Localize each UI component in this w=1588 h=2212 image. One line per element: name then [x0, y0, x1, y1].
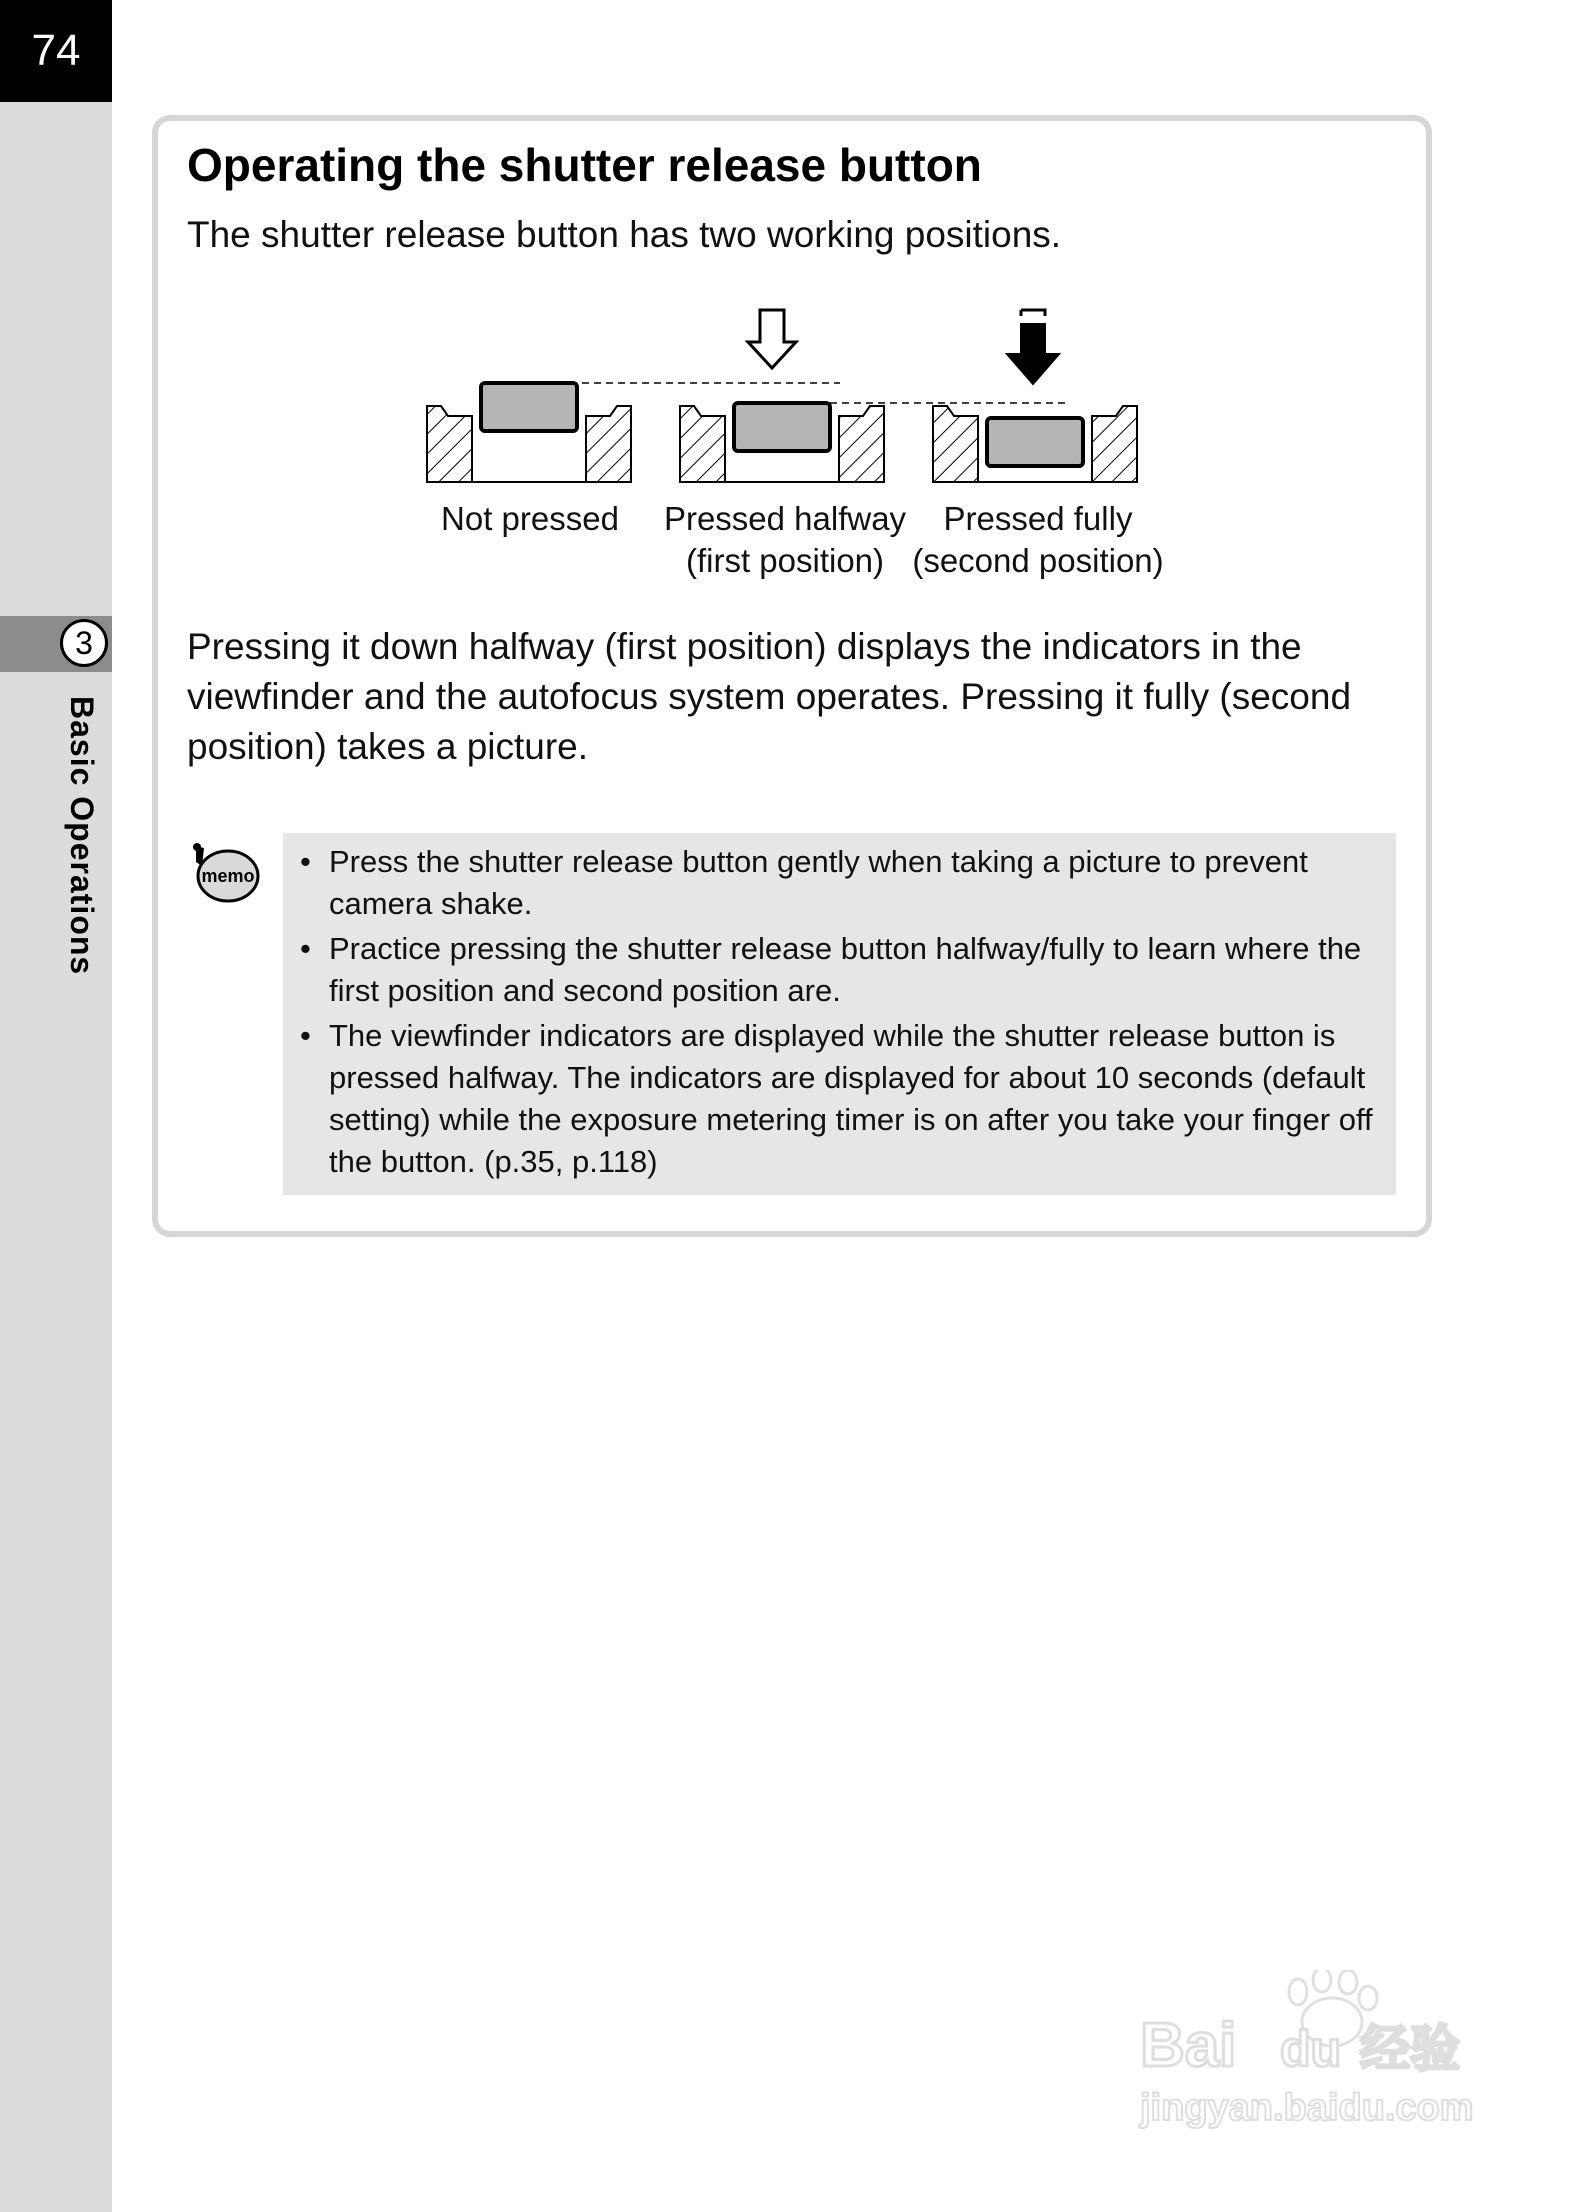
pressed-fully-illustration	[933, 310, 1137, 482]
watermark-url: jingyan.baidu.com	[1140, 2087, 1474, 2129]
caption-not-pressed	[420, 498, 640, 540]
chapter-title: Basic Operations	[64, 696, 100, 976]
caption-pressed-halfway	[660, 498, 910, 582]
caption-line: Pressed fully	[943, 500, 1133, 537]
caption-line: Pressed halfway	[663, 500, 907, 537]
caption-line: (first position)	[685, 542, 885, 579]
shutter-button-diagram	[420, 302, 1150, 502]
memo-item: • Practice pressing the shutter release button halfway/fully to learn where the first position and second position are.	[283, 928, 1380, 1012]
memo-icon	[188, 838, 262, 906]
caption-line: (second position)	[912, 542, 1164, 579]
memo-icon-label: memo	[201, 866, 255, 886]
section-subtitle: The shutter release button has two working positions.	[187, 214, 1062, 255]
full-press-arrow-icon	[1021, 310, 1045, 316]
pressed-halfway-illustration	[680, 310, 884, 482]
page-number: 74	[0, 0, 112, 102]
caption-pressed-fully	[908, 498, 1168, 582]
watermark-brand-a: Bai	[1140, 2011, 1237, 2080]
section-title: Operating the shutter release button	[187, 139, 982, 191]
half-press-arrow-icon	[748, 310, 796, 368]
body-paragraph: Pressing it down halfway (first position) displays the indicators in the viewfinder and the autofocus system operates. Pressing it fully (second position) takes a picture.	[187, 626, 1352, 767]
chapter-number: 3	[60, 619, 108, 667]
memo-item: • The viewfinder indicators are displayed while the shutter release button is pressed halfway. The indicators are displayed for about 10 seconds (default setting) while the exposure metering timer is on after you take your finger off the button. (p.35, p.118)	[283, 1015, 1380, 1183]
side-strip	[0, 0, 112, 2212]
memo-list	[283, 833, 1396, 1183]
watermark-brand-b: du	[1280, 2021, 1342, 2077]
baidu-watermark	[1120, 1970, 1500, 2150]
caption-line: Not pressed	[441, 500, 619, 537]
memo-box	[283, 833, 1396, 1195]
watermark-brand-cn: 经验	[1360, 2020, 1460, 2078]
memo-item: • Press the shutter release button gently when taking a picture to prevent camera shake.	[283, 841, 1380, 925]
not-pressed-illustration	[427, 383, 631, 482]
